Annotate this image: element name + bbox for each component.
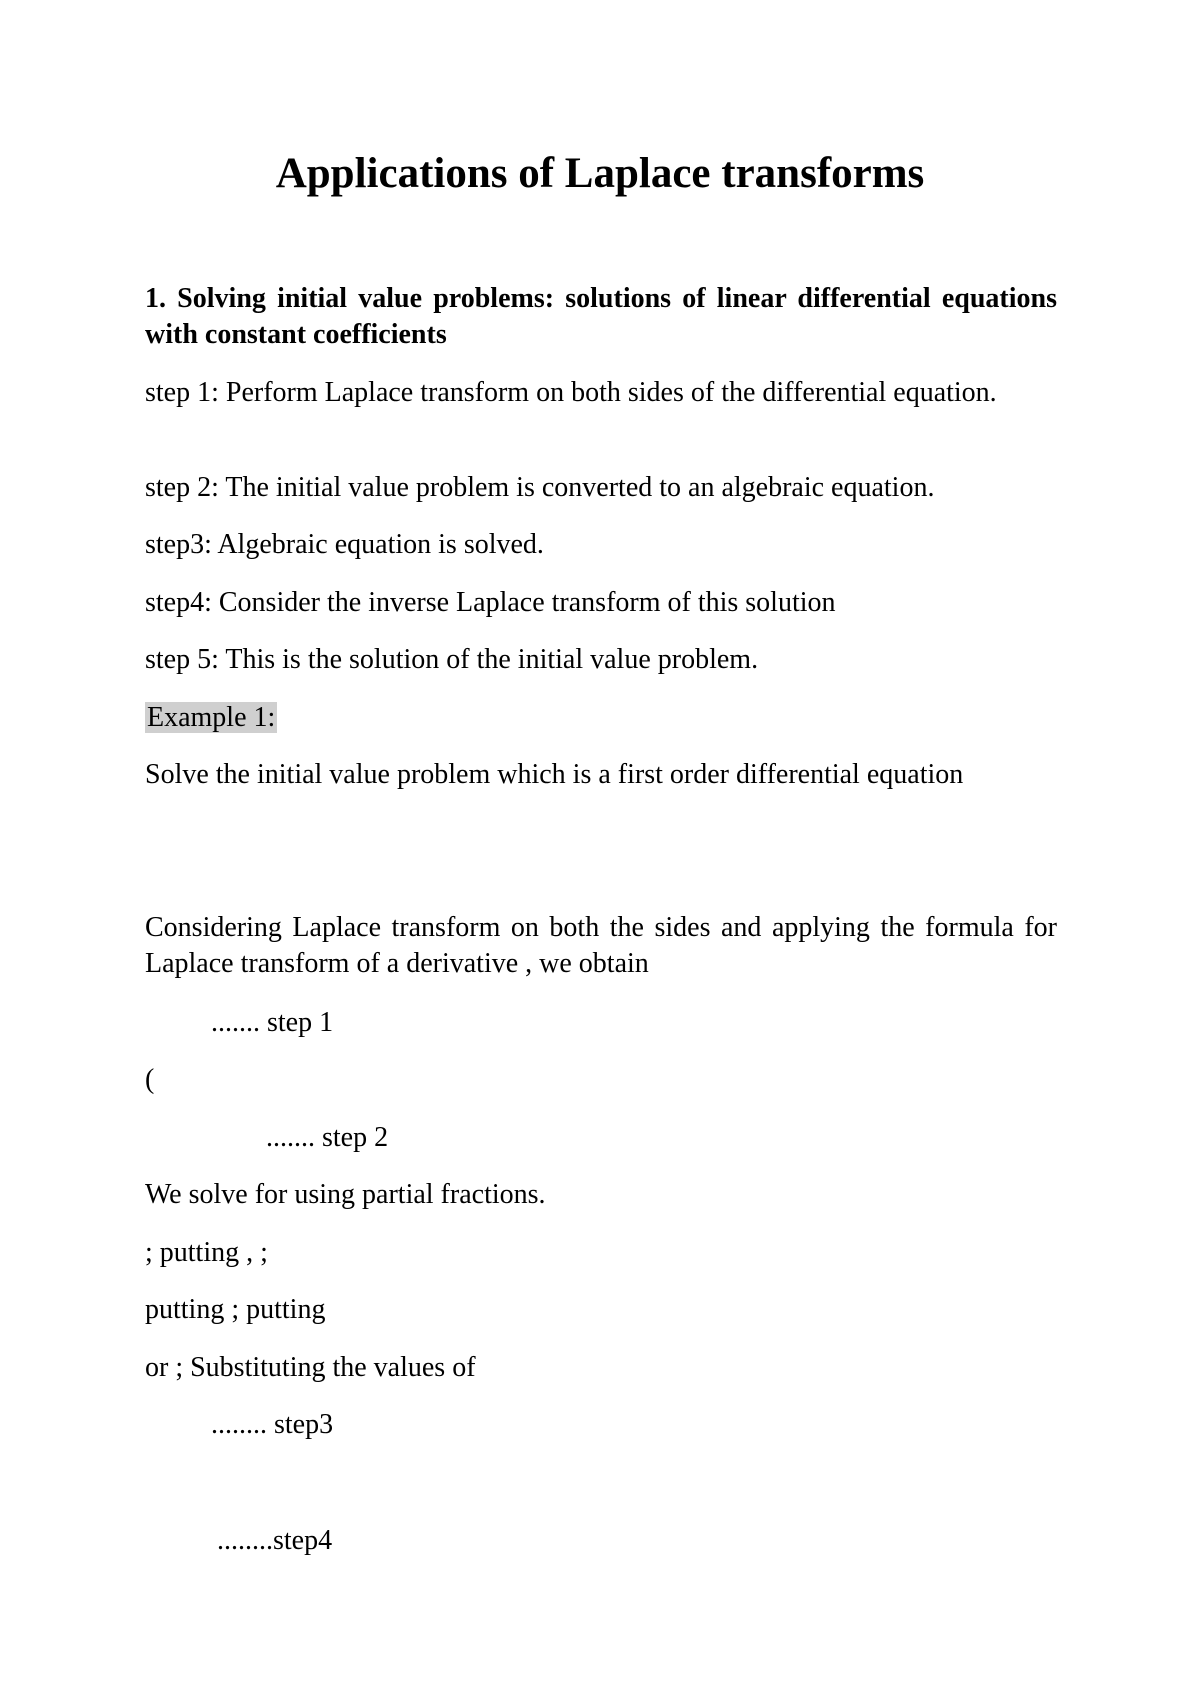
or-substituting-line: or ; Substituting the values of: [145, 1352, 476, 1383]
step-5-text: step 5: This is the solution of the initial value problem.: [145, 644, 759, 675]
example-label-line: [145, 700, 277, 736]
solve-for-text: We solve for using partial fractions.: [145, 1179, 546, 1210]
document-title: Applications of Laplace transforms: [275, 150, 925, 197]
step-2-text: step 2: The initial value problem is converted to an algebraic equation.: [145, 472, 935, 503]
putting-line-2: putting ; putting: [145, 1294, 326, 1325]
example-label: Example 1:: [147, 702, 276, 733]
section-heading: 1. Solving initial value problems: solutions of linear differential equations with constant coefficients: [145, 283, 1057, 350]
step4-marker: ........step4: [217, 1525, 333, 1556]
example-text: Solve the initial value problem which is a first order differential equation: [145, 759, 964, 790]
step1-marker: ....... step 1: [211, 1007, 334, 1038]
step-1-text: step 1: Perform Laplace transform on both sides of the differential equation.: [145, 377, 997, 408]
step2-marker: ....... step 2: [266, 1122, 389, 1153]
step-3-text: step3: Algebraic equation is solved.: [145, 529, 544, 560]
step3-marker: ........ step3: [211, 1409, 334, 1440]
putting-line-1: ; putting , ;: [145, 1237, 268, 1268]
step-4-text: step4: Consider the inverse Laplace transform of this solution: [145, 587, 836, 618]
open-parenthesis: (: [145, 1064, 155, 1095]
considering-text: Considering Laplace transform on both the sides and applying the formula for Laplace transform of a derivative , we obtain: [145, 912, 1057, 979]
